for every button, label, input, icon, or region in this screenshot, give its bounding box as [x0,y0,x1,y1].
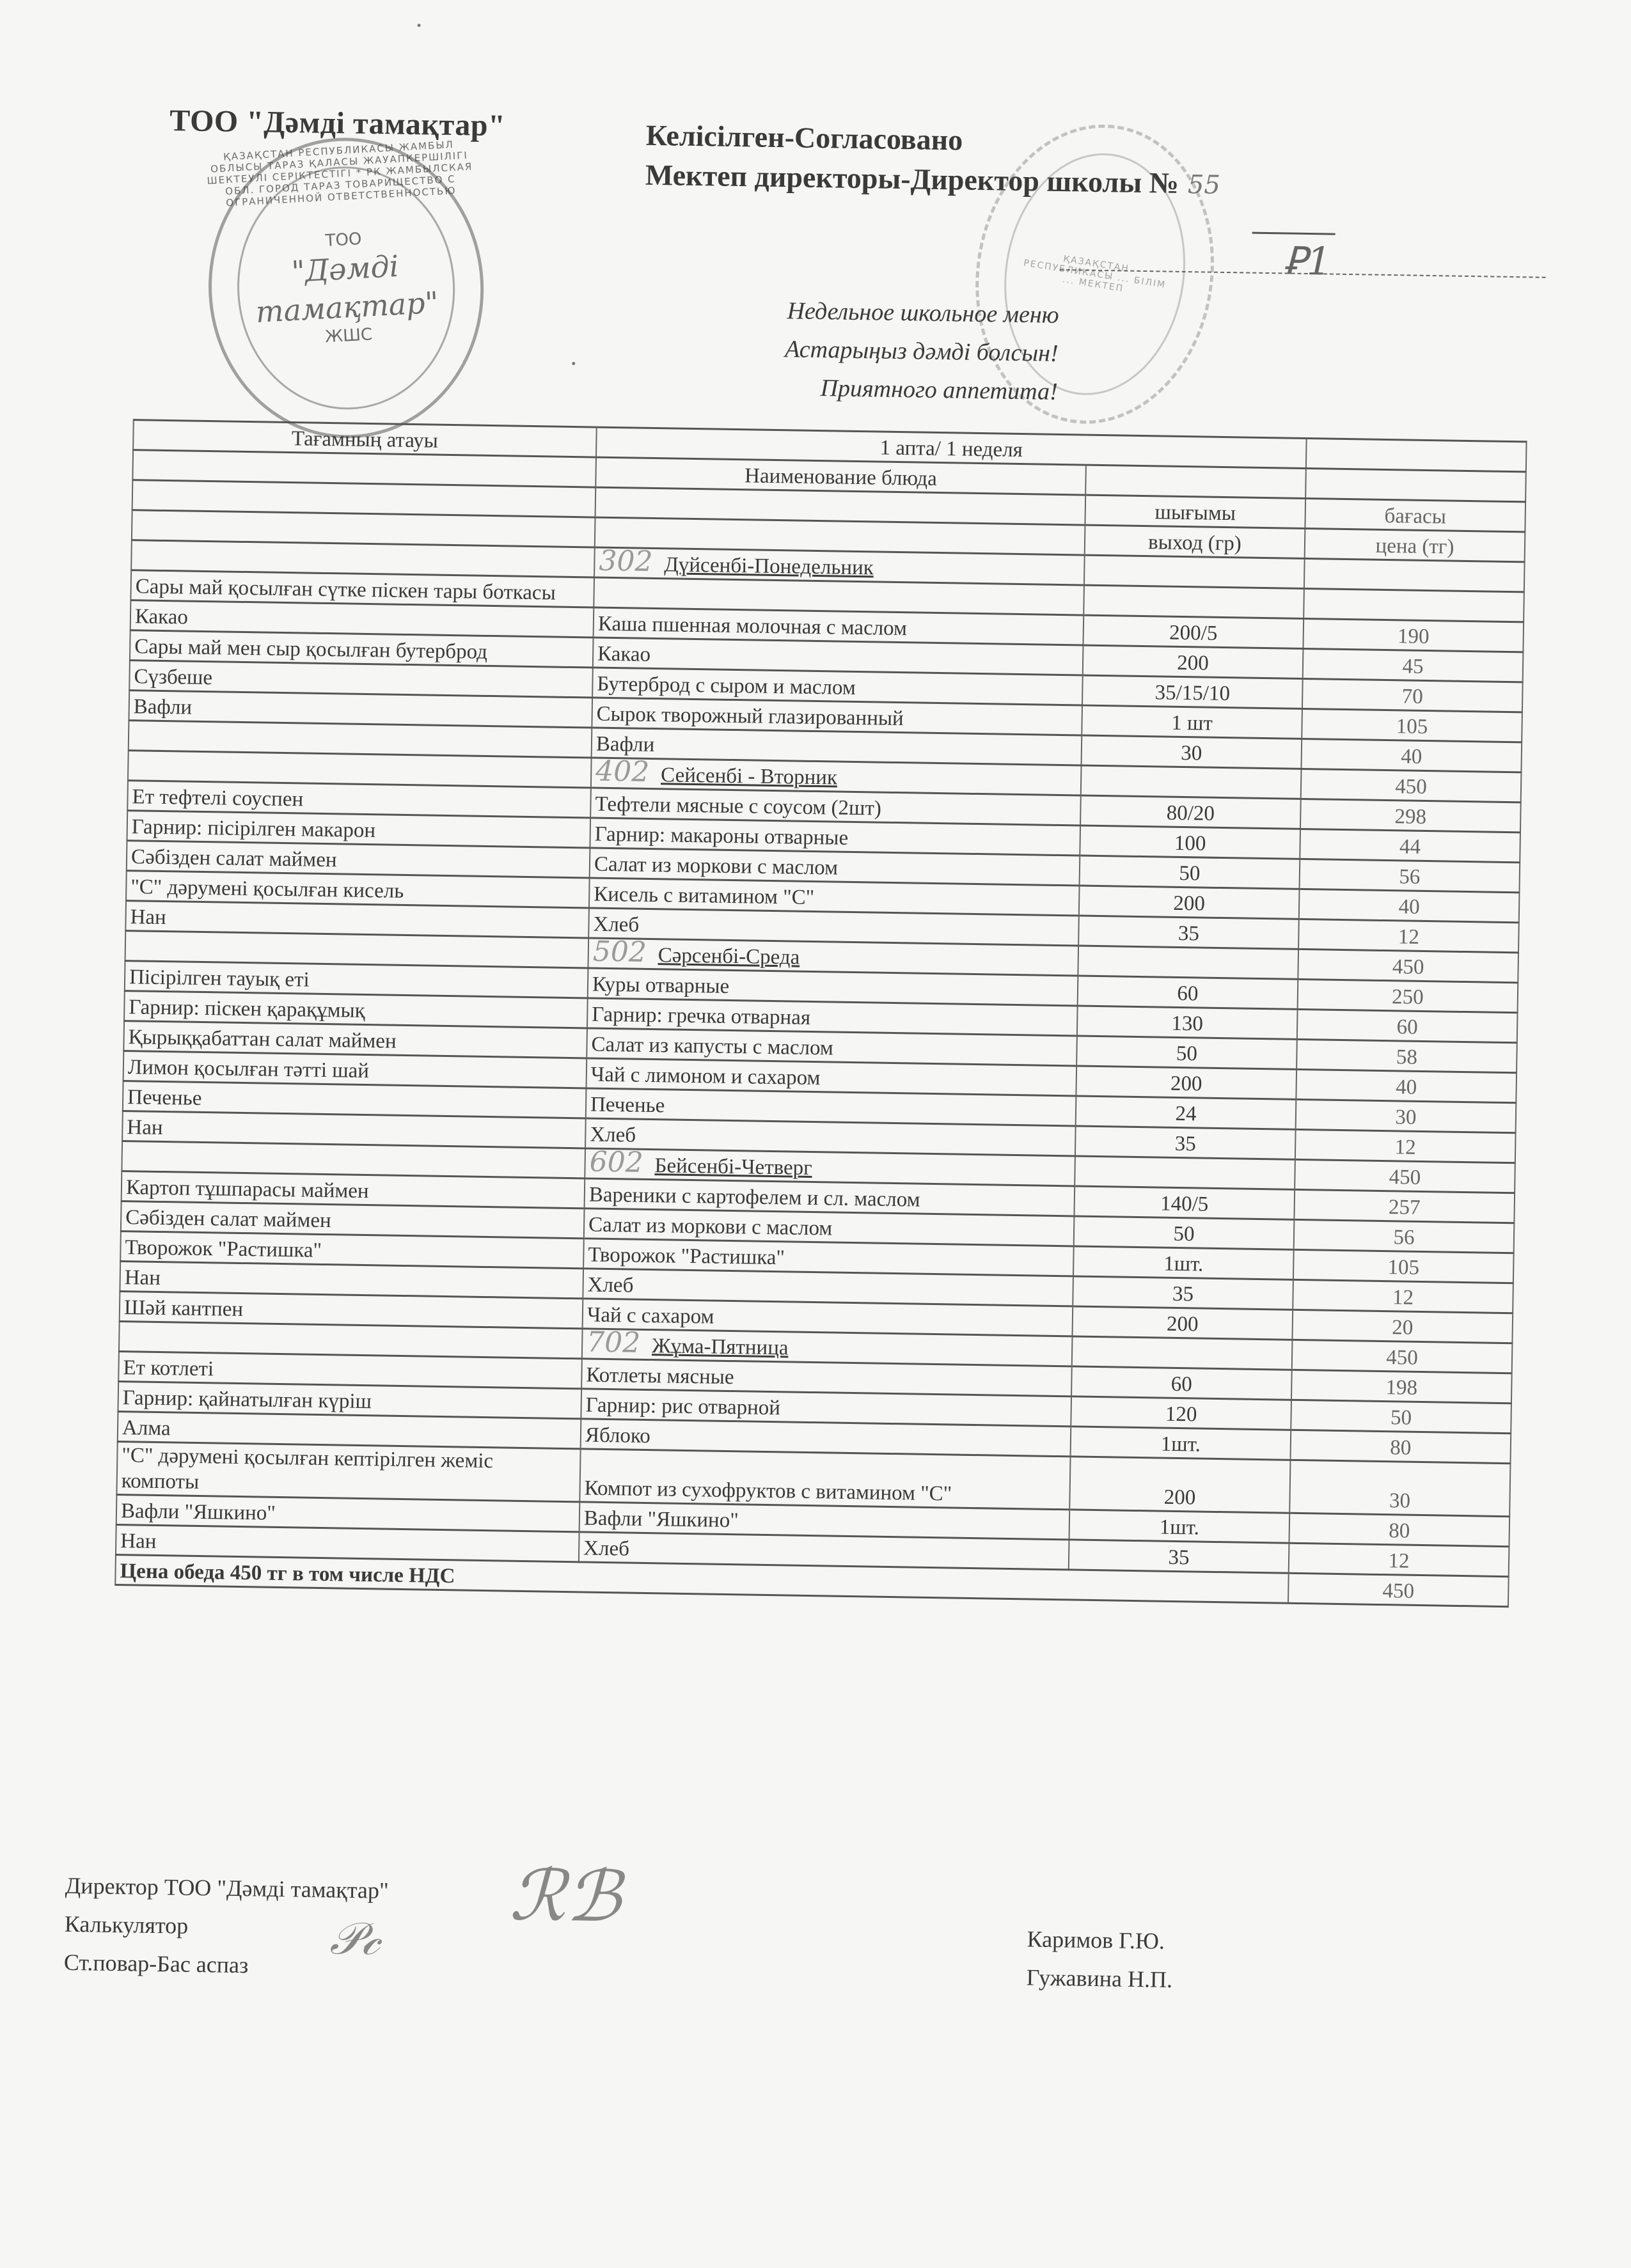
dish-price: 12 [1298,919,1519,952]
scan-speck [418,24,421,27]
dish-name-ru: Кисель с витамином "С" [589,878,1080,916]
day-name: Сейсенбі - Вторник [660,763,838,790]
handwritten-date-note: 502 [592,935,647,969]
dish-name-ru: Яблоко [581,1419,1071,1457]
dish-price: 80 [1289,1513,1509,1546]
dish-name-ru: Куры отварные [588,968,1078,1006]
dish-yield: 35 [1073,1276,1293,1310]
dish-yield: 24 [1076,1096,1296,1129]
name-calculator: Каримов Г.Ю. [1027,1926,1165,1954]
dish-yield: 35 [1069,1540,1289,1573]
empty-cell [1304,558,1525,591]
director-signature-scribble: ℛℬ [508,1854,622,1938]
previous-day-total: 450 [1301,769,1522,802]
dish-yield: 50 [1080,856,1300,889]
dish-name-kz: Печенье [123,1081,587,1118]
dish-yield: 60 [1078,976,1298,1009]
dish-yield: 1шт. [1071,1427,1291,1460]
day-name: Бейсенбі-Четверг [654,1154,812,1180]
dish-price: 56 [1300,859,1520,892]
name-head-cook: Гужавина Н.П. [1026,1964,1173,1993]
menu-greeting [712,290,1059,411]
dish-name-ru: Каша пшенная молочная с маслом [594,607,1084,645]
dish-price: 12 [1295,1129,1516,1162]
dish-name-ru: Гарнир: макароны отварные [590,818,1080,856]
dish-name-ru: Гарнир: рис отварной [581,1389,1071,1427]
dish-price: 45 [1303,648,1524,682]
stamp-middle-line-2: тамақтар" [255,285,440,330]
header-dish-name-kz: Тағамның атауы [133,420,597,457]
dish-price: 12 [1293,1279,1513,1313]
dish-name-ru: Чай с сахаром [583,1299,1073,1336]
school-director-signature: Ꝑ1 [1283,239,1332,285]
school-number: 55 [1187,170,1221,200]
lunch-price-total: 450 [1288,1573,1509,1606]
dish-price: 58 [1296,1039,1517,1072]
empty-cell [1084,555,1305,588]
dish-name-kz: Ет котлеті [118,1352,582,1389]
dish-name-kz: Алма [118,1412,581,1449]
dish-yield: 35 [1075,1126,1296,1159]
dish-yield [1083,585,1304,618]
calculator-signature-scribble: 𝒫𝒸 [329,1912,381,1966]
dish-name-kz: Сары май мен сыр қосылған бутерброд [130,630,594,668]
dish-name-kz: Сары май қосылған сүтке піскен тары боткасы [130,570,594,607]
dish-yield: 200 [1076,1066,1296,1099]
dish-price: 190 [1303,618,1524,652]
dish-price: 105 [1293,1249,1514,1283]
dish-name-ru: Вареники с картофелем и сл. маслом [585,1178,1075,1216]
dish-name-kz: Вафли "Яшкино" [116,1494,580,1531]
dish-name-kz: Сәбізден салат маймен [127,841,590,878]
dish-yield: 200 [1069,1457,1290,1513]
previous-day-total: 450 [1292,1340,1513,1373]
dish-name-kz: Гарнир: піскен қарақұмық [124,991,588,1028]
approval-label: Келісілген-Согласовано [645,118,963,157]
dish-price: 56 [1294,1219,1515,1253]
signature-names [1026,1920,1173,1999]
dish-name-kz: Гарнир: пісірілген макарон [127,811,590,848]
dish-name-ru: Салат из моркови с маслом [590,848,1080,886]
dish-price: 298 [1300,799,1521,832]
dish-name-ru: Компот из сухофруктов с витамином "С" [579,1449,1070,1510]
dish-name-ru: Хлеб [585,1118,1076,1156]
organization-title: ТОО "Дәмді тамақтар" [169,104,506,143]
dish-name-ru: Хлеб [583,1269,1073,1306]
dish-price: 50 [1291,1400,1511,1433]
header-yield-ru: выход (гр) [1085,525,1305,558]
day-name: Сәрсенбі-Среда [658,944,800,969]
dish-yield: 200 [1083,645,1304,678]
dish-name-kz: Творожок "Растишка" [120,1232,584,1269]
lunch-price-label: Цена обеда 450 тг в том числе НДС [115,1554,1289,1603]
dish-price: 105 [1302,708,1522,742]
dish-price: 20 [1292,1310,1513,1343]
header-yield-kz: шығымы [1085,495,1305,528]
dish-name-ru: Салат из моркови с маслом [584,1208,1075,1246]
dish-name-ru: Хлеб [588,908,1079,946]
dish-name-kz: Какао [130,600,594,637]
empty-cell [1078,946,1298,979]
dish-name-kz: Сүзбеше [129,661,593,698]
handwritten-date-note: 402 [595,755,650,788]
greeting-kz: Астарыңыз дәмді болсын! [784,336,1059,367]
header-price-ru: цена (тг) [1305,528,1525,561]
dish-price: 30 [1296,1099,1517,1132]
dish-yield: 35 [1078,916,1299,949]
dish-price: 257 [1294,1189,1515,1223]
dish-price [1304,588,1524,622]
dish-yield: 120 [1071,1396,1291,1430]
dish-price: 198 [1291,1370,1512,1403]
dish-name-kz: Ет тефтелі соуспен [127,781,591,818]
dish-yield: 200 [1079,886,1300,919]
empty-cell [1075,1156,1295,1189]
dish-name-ru: Салат из капусты с маслом [587,1028,1077,1066]
dish-name-ru: Вафли "Яшкино" [579,1502,1070,1540]
role-head-cook: Ст.повар-Бас аспаз [63,1949,249,1978]
stamp-middle-line-1: "Дәмді [290,248,400,289]
dish-yield: 30 [1082,735,1302,769]
dish-name-ru: Печенье [586,1088,1076,1126]
scan-speck [572,362,575,365]
role-director: Директор ТОО "Дәмді тамақтар" [65,1872,389,1904]
greeting-ru: Приятного аппетита! [820,375,1059,405]
handwritten-date-note: 602 [589,1145,644,1179]
stamp-bottom-text: ЖШС [324,325,373,347]
dish-name-kz: "С" дәрумені қосылған кептірілген жеміс компоты [116,1441,580,1501]
dish-name-ru: Бутерброд с сыром и маслом [592,668,1083,705]
dish-yield: 1шт. [1069,1510,1290,1543]
header-dish-name-ru: Наименование блюда [595,457,1086,495]
role-calculator: Калькулятор [64,1911,189,1939]
dish-name-ru: Гарнир: гречка отварная [587,998,1078,1036]
dish-yield: 50 [1074,1216,1295,1249]
dish-name-kz: Гарнир: қайнатылған күріш [118,1382,581,1419]
school-number-underline [1252,232,1336,235]
dish-yield: 130 [1077,1006,1298,1039]
dish-name-ru: Тефтели мясные с соусом (2шт) [590,788,1081,825]
dish-name-ru: Вафли [592,728,1082,765]
dish-price: 40 [1301,739,1522,772]
dish-name-ru: Хлеб [579,1532,1069,1570]
dish-price: 12 [1289,1543,1509,1576]
dish-name-kz: Нан [116,1524,579,1561]
dish-name-ru: Сырок творожный глазированный [592,698,1082,735]
dish-name-kz: Нан [120,1262,583,1299]
dish-price: 70 [1302,678,1523,712]
handwritten-date-note: 302 [599,544,653,578]
dish-name-kz: "С" дәрумені қосылған кисель [126,871,590,908]
dish-yield: 80/20 [1080,795,1301,829]
week-label: 1 апта/ 1 неделя [596,427,1307,468]
school-stamp-text: ҚАЗАҚСТАН РЕСПУБЛИКАСЫ ... БІЛІМ ... МЕКТЕП [1023,253,1167,294]
school-director-label: Мектеп директоры-Директор школы № [645,158,1179,199]
dish-name-ru: Чай с лимоном и сахаром [586,1058,1076,1096]
dish-price: 40 [1299,889,1520,922]
empty-cell [1081,765,1302,799]
day-name: Жұма-Пятница [651,1334,789,1360]
dish-price: 80 [1291,1430,1511,1463]
dish-name-kz: Вафли [129,691,592,728]
dish-price: 30 [1289,1460,1510,1516]
dish-yield: 200/5 [1083,615,1304,648]
header-price-kz: бағасы [1305,498,1525,531]
dish-yield: 140/5 [1074,1186,1295,1219]
stamp-top-text: ТОО [324,229,363,251]
menu-table [114,419,1527,1607]
dish-yield: 1шт. [1073,1246,1294,1279]
dish-yield: 1 шт [1082,705,1302,739]
dish-name-ru: Творожок "Растишка" [583,1239,1074,1276]
dish-name-kz: Қырыққабаттан салат маймен [123,1021,587,1058]
dish-yield: 200 [1072,1306,1293,1340]
handwritten-date-note: 702 [586,1326,641,1359]
menu-subtitle: Недельное школьное меню [787,297,1059,329]
dish-yield: 35/15/10 [1082,675,1303,708]
previous-day-total: 450 [1298,949,1518,982]
day-name: Дүйсенбі-Понедельник [664,553,874,580]
dish-name-ru: Какао [593,637,1083,675]
dish-name-kz: Пісірілген тауық еті [125,961,588,998]
dish-name-kz: Картоп тұшпарасы маймен [122,1171,585,1208]
empty-cell [1072,1336,1293,1370]
dish-price: 250 [1298,979,1518,1012]
dish-name-ru: Котлеты мясные [581,1359,1072,1396]
previous-day-total: 450 [1295,1159,1515,1193]
stamp-ring-text: ҚАЗАҚСТАН РЕСПУБЛИКАСЫ ЖАМБЫЛ ОБЛЫСЫ ТАРАЗ ҚАЛАСЫ ЖАУАПКЕРШІЛІГІ ШЕКТЕУЛІ СЕРІКТЕСТІГІ * РК ЖАМБЫЛСКАЯ ОБЛ. ГОРОД ТАРАЗ ТОВАРИЩЕСТВО С ОГРАНИЧЕННОЙ ОТВЕТСТВЕННОСТЬЮ [207,138,473,209]
dish-price: 60 [1297,1009,1518,1042]
dish-price: 40 [1296,1069,1517,1102]
dish-price: 44 [1300,829,1520,862]
dish-yield: 60 [1071,1366,1292,1400]
dish-yield: 50 [1076,1036,1297,1069]
dish-name-kz: Нан [122,1111,586,1148]
dish-name-kz: Шәй кантпен [120,1292,583,1329]
dish-name-kz: Лимон қосылған тәтті шай [123,1051,587,1088]
company-stamp [201,130,492,446]
dish-yield: 100 [1080,825,1300,859]
dish-name-kz: Сәбізден салат маймен [121,1201,585,1239]
dish-name-kz: Нан [125,901,589,938]
